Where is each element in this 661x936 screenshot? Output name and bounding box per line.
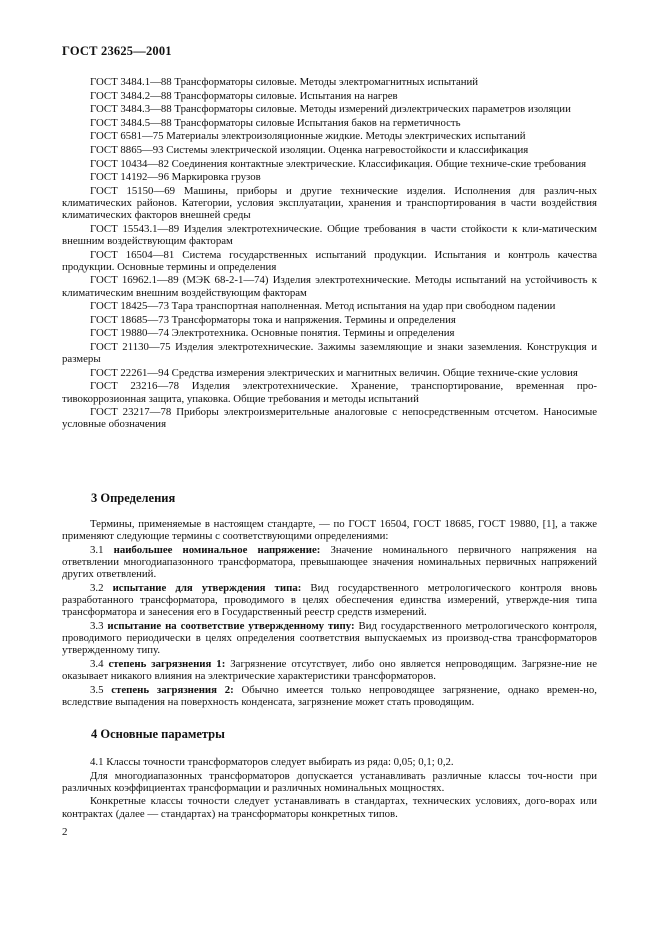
document-header: ГОСТ 23625—2001 bbox=[62, 44, 172, 58]
section-3-body bbox=[62, 518, 597, 709]
definition-number: 3.3 bbox=[90, 619, 104, 632]
reference-item: ГОСТ 21130—75 Изделия электротехнические. Зажимы заземляющие и знаки заземления. Конструкция и размеры bbox=[62, 340, 597, 366]
reference-item: ГОСТ 23217—78 Приборы электроизмерительные аналоговые с непосредственным отсчетом. Наносимые условные обозначения bbox=[62, 406, 597, 431]
reference-item: ГОСТ 6581—75 Материалы электроизоляционные жидкие. Методы электрических испытаний bbox=[90, 130, 526, 143]
reference-item: ГОСТ 15543.1—89 Изделия электротехнические. Общие требования в части стойкости к кли-матическим внешним воздействующим факторам bbox=[62, 222, 597, 247]
reference-item: ГОСТ 15150—69 Машины, приборы и другие технические изделия. Исполнения для различ-ных климатических районов. Категории, условия эксплуатации, хранения и транспортирования в части воздействия климатических факторов внешней среды bbox=[62, 184, 597, 222]
reference-item: ГОСТ 23216—78 Изделия электротехнические. Хранение, транспортирование, временная про-тивокоррозионная защита, упаковка. Общие требования и методы испытаний bbox=[62, 380, 597, 405]
reference-item: ГОСТ 3484.3—88 Трансформаторы силовые. Методы измерений диэлектрических параметров изоляции bbox=[90, 103, 571, 116]
definition-number: 3.5 bbox=[90, 683, 104, 696]
reference-item: ГОСТ 14192—96 Маркировка грузов bbox=[90, 171, 261, 184]
reference-item: ГОСТ 18685—73 Трансформаторы тока и напряжения. Термины и определения bbox=[90, 313, 456, 326]
section-3-title: 3 Определения bbox=[91, 491, 176, 505]
definition-number: 3.4 bbox=[90, 657, 104, 670]
definition-3-1 bbox=[62, 544, 597, 581]
definition-3-2 bbox=[62, 582, 597, 619]
reference-item: ГОСТ 16504—81 Система государственных испытаний продукции. Испытания и контроль качества продукции. Основные термины и определения bbox=[62, 248, 597, 273]
section-4-paragraph: Конкретные классы точности следует устанавливать в стандартах, технических условиях, дого-ворах или контрактах (далее — стандартах) на трансформаторы конкретных типов. bbox=[62, 795, 597, 820]
reference-item: ГОСТ 16962.1—89 (МЭК 68-2-1—74) Изделия электротехнические. Методы испытаний на устойчивость к климатическим внешним воздействующим факторам bbox=[62, 274, 597, 299]
page-number: 2 bbox=[62, 826, 68, 838]
definition-3-3 bbox=[62, 620, 597, 657]
definition-term: испытание для утверждения типа: bbox=[112, 581, 302, 594]
definition-text: Значение номинального первичного напряжения на ответвлении многодиапазонного трансформатора, превышающее значения номинальных первичных напряжений других ответвлений. bbox=[62, 543, 598, 581]
definition-term: наибольшее номинальное напряжение: bbox=[113, 543, 321, 556]
definition-text: Вид государственного метрологического контроля вновь разработанного трансформатора, проводимого в целях обеспечения единства измерений, утвержде-ния типа трансформатора и занесения его в Государственный реестр средств измерений. bbox=[62, 581, 597, 619]
reference-item: ГОСТ 19880—74 Электротехника. Основные понятия. Термины и определения bbox=[90, 327, 455, 340]
section-3-intro: Термины, применяемые в настоящем стандарте, — по ГОСТ 16504, ГОСТ 18685, ГОСТ 19880, [1], а также применяют следующие термины с соответствующими определениями: bbox=[62, 518, 597, 543]
definition-text: Загрязнение отсутствует, либо оно является непроводящим. Загрязне-ние не оказывает никакого влияния на электрические характеристики трансформаторов. bbox=[62, 657, 597, 682]
references-list bbox=[62, 76, 597, 432]
reference-item: ГОСТ 8865—93 Системы электрической изоляции. Оценка нагревостойкости и классификация bbox=[90, 143, 529, 156]
definition-term: степень загрязнения 2: bbox=[111, 683, 234, 696]
reference-item: ГОСТ 18425—73 Тара транспортная наполненная. Метод испытания на удар при свободном падении bbox=[90, 300, 556, 313]
reference-item: ГОСТ 3484.2—88 Трансформаторы силовые. Испытания на нагрев bbox=[90, 89, 398, 102]
definition-term: степень загрязнения 1: bbox=[108, 657, 226, 670]
definition-text: Обычно имеется только непроводящее загрязнение, однако времен-но, вследствие выпадения на поверхность конденсата, загрязнение может стать проводящим. bbox=[62, 683, 597, 708]
definition-number: 3.2 bbox=[90, 581, 104, 594]
section-4-body bbox=[62, 756, 597, 821]
reference-item: ГОСТ 10434—82 Соединения контактные электрические. Классификация. Общие техниче-ские требования bbox=[90, 157, 587, 170]
reference-item: ГОСТ 3484.5—88 Трансформаторы силовые Испытания баков на герметичность bbox=[90, 116, 461, 129]
reference-item: ГОСТ 3484.1—88 Трансформаторы силовые. Методы электромагнитных испытаний bbox=[90, 76, 479, 88]
definition-text: Вид государственного метрологического контроля, проводимого периодически в целях определения соответствия выпускаемых из производ-ства трансформаторов утвержденному типу. bbox=[62, 619, 597, 657]
definition-3-5 bbox=[62, 684, 597, 708]
definition-term: испытание на соответствие утвержденному типу: bbox=[107, 619, 355, 632]
definition-3-4 bbox=[62, 658, 597, 682]
section-4-paragraph: Для многодиапазонных трансформаторов допускается устанавливать различные классы точ-ности при различных коэффициентах трансформации и различных номинальных мощностях. bbox=[62, 769, 597, 794]
reference-item: ГОСТ 22261—94 Средства измерения электрических и магнитных величин. Общие техниче-ские условия bbox=[90, 366, 578, 379]
section-4-title: 4 Основные параметры bbox=[91, 727, 225, 741]
definition-number: 3.1 bbox=[90, 543, 104, 556]
section-4-paragraph: 4.1 Классы точности трансформаторов следует выбирать из ряда: 0,05; 0,1; 0,2. bbox=[90, 756, 454, 768]
